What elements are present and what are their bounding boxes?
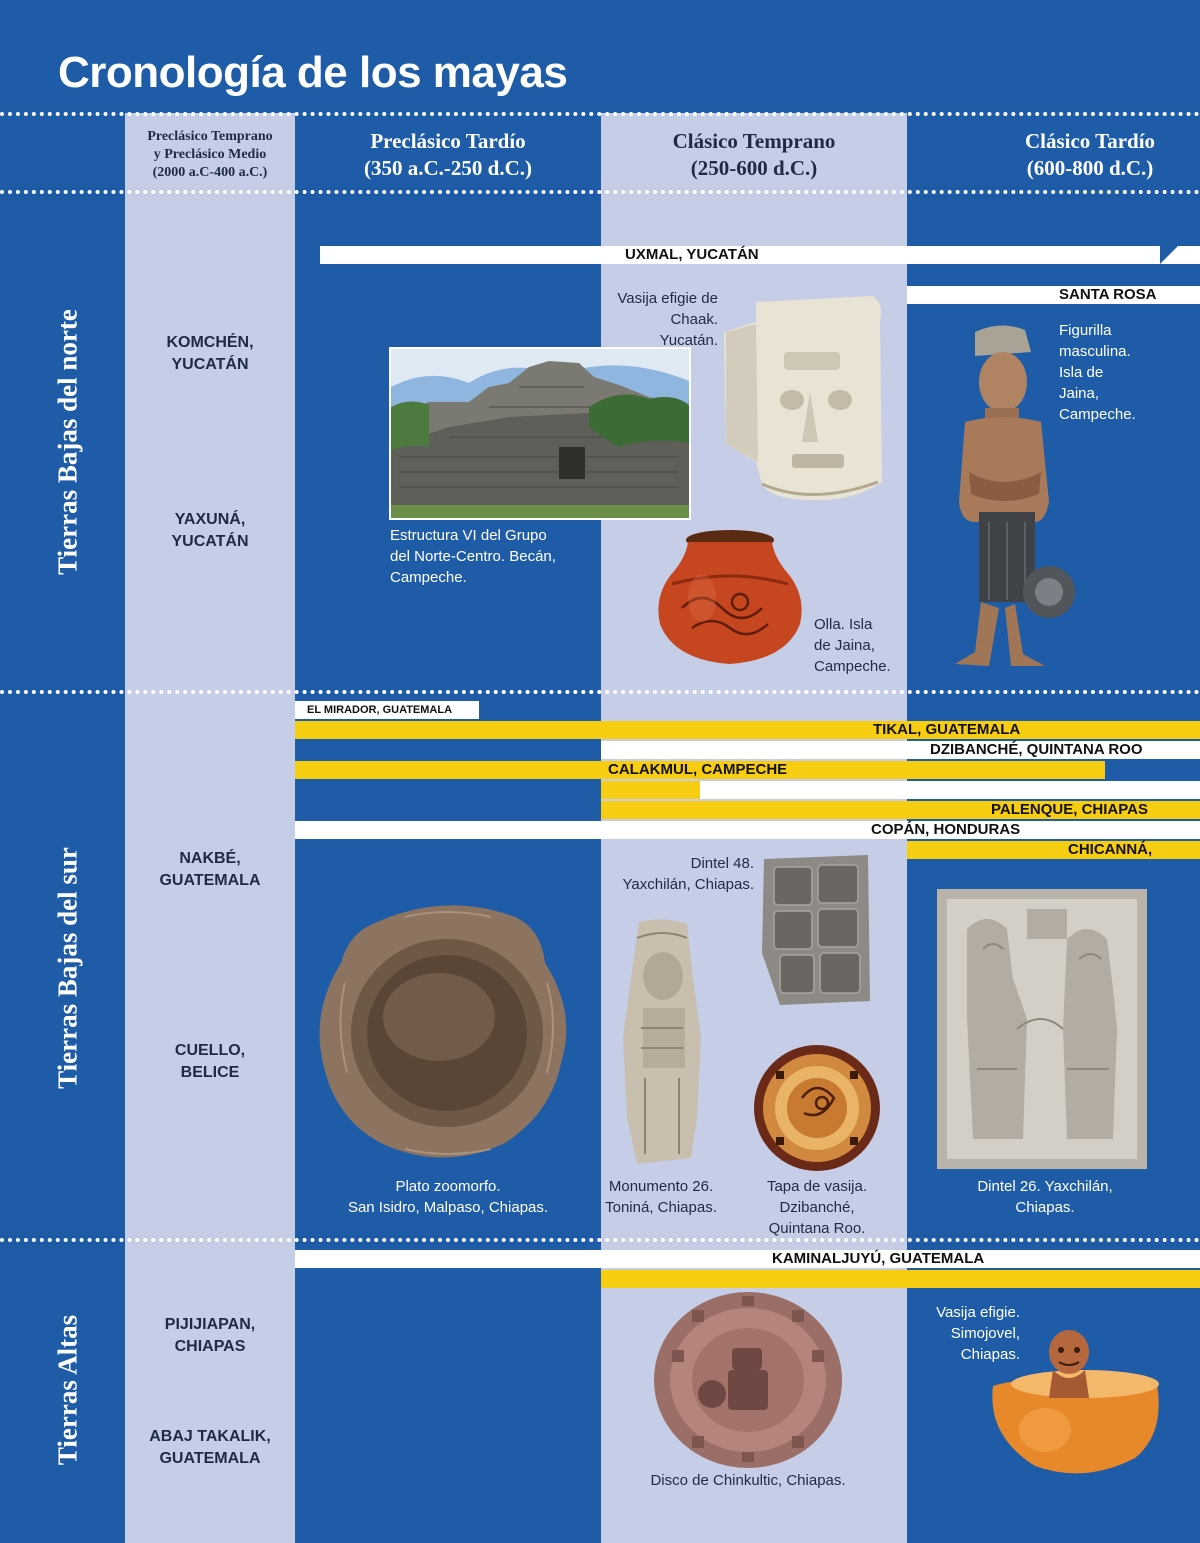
bar-calakmul: CALAKMUL, CAMPECHE <box>295 761 1105 779</box>
lintel-26-yaxchilan <box>937 889 1147 1169</box>
site-komchen: KOMCHÉN, YUCATÁN <box>166 334 254 373</box>
caption-monumento: Monumento 26. Toniná, Chiapas. <box>605 1178 717 1216</box>
bar-chicanna: CHICANNÁ, <box>907 841 1200 859</box>
site-abaj-takalik: ABAJ TAKALIK, GUATEMALA <box>149 1428 271 1467</box>
bar-kaminaljuyu: KAMINALJUYÚ, GUATEMALA <box>295 1250 1200 1268</box>
region-southern-lowlands: Tierras Bajas del sur <box>52 847 83 1089</box>
bar-uxmal-continuation <box>1160 246 1200 264</box>
site-pijijiapan: PIJIJIAPAN, CHIAPAS <box>164 1316 256 1355</box>
bar-copan: COPÁN, HONDURAS <box>295 821 1200 839</box>
bar-dzibanche: DZIBANCHÉ, QUINTANA ROO <box>601 741 1200 759</box>
lintel-48-yaxchilan <box>760 853 872 1008</box>
caption-dintel48: Dintel 48. Yaxchilán, Chiapas. <box>622 855 754 893</box>
becan-structure-photo <box>389 347 691 520</box>
period-late-preclassic: Preclásico Tardío (350 a.C.-250 d.C.) <box>364 129 532 180</box>
region-northern-lowlands: Tierras Bajas del norte <box>52 309 83 575</box>
site-yaxuna: YAXUNÁ, YUCATÁN <box>171 511 249 550</box>
caption-vasija-simojovel: Vasija efigie. Simojovel, Chiapas. <box>936 1304 1020 1363</box>
separator-north-south <box>0 690 1200 694</box>
bar-uxmal: UXMAL, YUCATÁN <box>320 246 1160 264</box>
olla-jaina-pot <box>652 528 807 666</box>
bar-tikal: TIKAL, GUATEMALA <box>295 721 1200 739</box>
page-title: Cronología de los mayas <box>58 48 568 97</box>
bar-palenque: PALENQUE, CHIAPAS <box>601 801 1200 819</box>
caption-figurilla: Figurilla masculina. Isla de Jaina, Campeche. <box>1059 322 1136 423</box>
period-early-classic: Clásico Temprano (250-600 d.C.) <box>672 129 836 180</box>
monument-26-tonina <box>617 918 707 1170</box>
bar-calakmul-small <box>601 781 700 799</box>
separator-top <box>0 112 1200 116</box>
site-nakbe: NAKBÉ, GUATEMALA <box>159 850 261 889</box>
chinkultic-disc <box>652 1290 844 1470</box>
separator-south-highlands <box>0 1238 1200 1242</box>
period-late-classic: Clásico Tardío (600-800 d.C.) <box>1024 129 1156 180</box>
vessel-lid-dzibanche <box>752 1043 882 1173</box>
separator-header <box>0 190 1200 194</box>
chaak-effigy-vessel <box>722 292 887 504</box>
bar-el-mirador: EL MIRADOR, GUATEMALA <box>295 701 479 719</box>
caption-becan: Estructura VI del Grupo del Norte-Centro. Becán, Campeche. <box>390 527 556 586</box>
caption-dintel26: Dintel 26. Yaxchilán, Chiapas. <box>977 1178 1113 1216</box>
region-highlands: Tierras Altas <box>52 1314 83 1466</box>
caption-tapa: Tapa de vasija. Dzibanché, Quintana Roo. <box>766 1178 868 1237</box>
caption-plato: Plato zoomorfo. San Isidro, Malpaso, Chiapas. <box>347 1178 549 1216</box>
bar-blank <box>700 781 1200 799</box>
bar-kaminaljuyu-classic <box>601 1270 1200 1288</box>
caption-disco: Disco de Chinkultic, Chiapas. <box>650 1472 846 1489</box>
caption-chaak: Vasija efigie de Chaak. Yucatán. <box>617 290 718 349</box>
site-cuello: CUELLO, BELICE <box>174 1042 246 1081</box>
zoomorphic-plate <box>315 893 577 1165</box>
caption-olla: Olla. Isla de Jaina, Campeche. <box>814 616 891 675</box>
bar-santa-rosa: SANTA ROSA <box>907 286 1200 304</box>
period-early-middle-preclassic: Preclásico Temprano y Preclásico Medio (2000 a.C-400 a.C.) <box>147 129 273 180</box>
